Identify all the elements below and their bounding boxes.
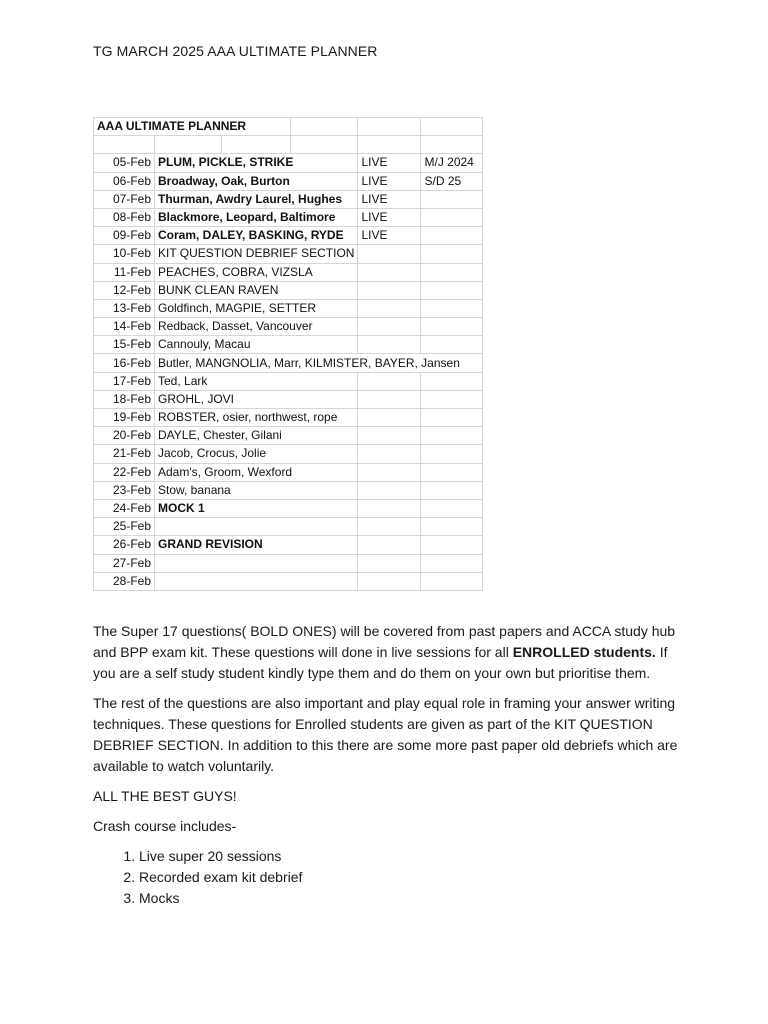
row-sitting: S/D 25	[421, 172, 483, 190]
row-date: 27-Feb	[94, 554, 155, 572]
row-mode	[358, 390, 421, 408]
row-date: 17-Feb	[94, 372, 155, 390]
row-date: 21-Feb	[94, 445, 155, 463]
row-questions: Blackmore, Leopard, Baltimore	[155, 208, 358, 226]
table-blank-row	[94, 136, 483, 154]
row-sitting	[421, 463, 483, 481]
row-date: 15-Feb	[94, 336, 155, 354]
row-sitting	[421, 372, 483, 390]
table-row	[94, 554, 483, 572]
row-date: 05-Feb	[94, 154, 155, 172]
row-sitting	[421, 299, 483, 317]
row-sitting	[421, 445, 483, 463]
table-row	[94, 154, 483, 172]
row-sitting	[421, 318, 483, 336]
row-date: 11-Feb	[94, 263, 155, 281]
table-row	[94, 518, 483, 536]
row-sitting	[421, 518, 483, 536]
table-row	[94, 463, 483, 481]
row-sitting	[421, 481, 483, 499]
row-sitting	[421, 572, 483, 590]
row-questions: Cannouly, Macau	[155, 336, 358, 354]
row-mode	[358, 299, 421, 317]
row-sitting	[421, 227, 483, 245]
row-mode	[358, 318, 421, 336]
row-mode	[358, 372, 421, 390]
row-date: 06-Feb	[94, 172, 155, 190]
table-row	[94, 263, 483, 281]
row-sitting	[421, 536, 483, 554]
row-mode	[358, 281, 421, 299]
planner-table	[93, 117, 483, 591]
row-sitting	[421, 190, 483, 208]
row-questions	[155, 554, 358, 572]
row-mode	[358, 536, 421, 554]
row-date: 18-Feb	[94, 390, 155, 408]
table-row	[94, 536, 483, 554]
table-row	[94, 572, 483, 590]
row-sitting	[421, 427, 483, 445]
table-row	[94, 499, 483, 517]
row-questions: PEACHES, COBRA, VIZSLA	[155, 263, 358, 281]
row-date: 28-Feb	[94, 572, 155, 590]
row-mode	[358, 263, 421, 281]
row-mode	[358, 499, 421, 517]
row-questions: Butler, MANGNOLIA, Marr, KILMISTER, BAYER, Jansen	[155, 354, 483, 372]
row-date: 26-Feb	[94, 536, 155, 554]
row-date: 08-Feb	[94, 208, 155, 226]
row-mode: LIVE	[358, 227, 421, 245]
row-date: 25-Feb	[94, 518, 155, 536]
table-title-row	[94, 118, 483, 136]
row-sitting	[421, 409, 483, 427]
row-mode	[358, 554, 421, 572]
row-sitting	[421, 263, 483, 281]
table-row	[94, 336, 483, 354]
row-sitting	[421, 390, 483, 408]
table-row	[94, 427, 483, 445]
table-row	[94, 390, 483, 408]
table-row	[94, 208, 483, 226]
row-questions	[155, 572, 358, 590]
row-questions: Redback, Dasset, Vancouver	[155, 318, 358, 336]
table-row	[94, 354, 483, 372]
row-mode	[358, 445, 421, 463]
row-sitting: M/J 2024	[421, 154, 483, 172]
paragraph-crash-course: Crash course includes-	[93, 818, 237, 834]
list-item: 1. Live super 20 sessions	[139, 846, 683, 867]
row-questions	[155, 518, 358, 536]
row-questions: Jacob, Crocus, Jolie	[155, 445, 358, 463]
row-date: 12-Feb	[94, 281, 155, 299]
row-date: 16-Feb	[94, 354, 155, 372]
table-row	[94, 227, 483, 245]
table-row	[94, 190, 483, 208]
list-item: 2. Recorded exam kit debrief	[139, 867, 683, 888]
document-body	[93, 621, 683, 909]
row-questions: Ted, Lark	[155, 372, 358, 390]
row-mode: LIVE	[358, 172, 421, 190]
row-questions: PLUM, PICKLE, STRIKE	[155, 154, 358, 172]
row-mode	[358, 336, 421, 354]
table-title: AAA ULTIMATE PLANNER	[94, 118, 291, 136]
row-mode	[358, 245, 421, 263]
table-row	[94, 481, 483, 499]
row-mode	[358, 481, 421, 499]
row-sitting	[421, 554, 483, 572]
list-item: 3. Mocks	[139, 888, 683, 909]
row-mode	[358, 572, 421, 590]
row-questions: Coram, DALEY, BASKING, RYDE	[155, 227, 358, 245]
table-row	[94, 318, 483, 336]
row-sitting	[421, 336, 483, 354]
row-questions: GROHL, JOVI	[155, 390, 358, 408]
row-date: 14-Feb	[94, 318, 155, 336]
row-mode: LIVE	[358, 190, 421, 208]
row-sitting	[421, 208, 483, 226]
row-sitting	[421, 499, 483, 517]
table-row	[94, 172, 483, 190]
row-questions: Adam's, Groom, Wexford	[155, 463, 358, 481]
table-row	[94, 245, 483, 263]
row-sitting	[421, 281, 483, 299]
row-date: 07-Feb	[94, 190, 155, 208]
row-sitting	[421, 245, 483, 263]
table-row	[94, 409, 483, 427]
table-row	[94, 445, 483, 463]
row-questions: Goldfinch, MAGPIE, SETTER	[155, 299, 358, 317]
row-questions: Thurman, Awdry Laurel, Hughes	[155, 190, 358, 208]
row-mode	[358, 463, 421, 481]
table-row	[94, 281, 483, 299]
row-questions: DAYLE, Chester, Gilani	[155, 427, 358, 445]
paragraph-all-the-best: ALL THE BEST GUYS!	[93, 788, 237, 804]
row-questions: GRAND REVISION	[155, 536, 358, 554]
row-date: 24-Feb	[94, 499, 155, 517]
row-mode	[358, 518, 421, 536]
table-row	[94, 299, 483, 317]
row-date: 10-Feb	[94, 245, 155, 263]
row-mode: LIVE	[358, 154, 421, 172]
row-questions: KIT QUESTION DEBRIEF SECTION	[155, 245, 358, 263]
paragraph-rest-questions: The rest of the questions are also important and play equal role in framing your answer writing techniques. These questions for Enrolled students are given as part of the KIT QUESTION DEBRIEF SECTION. In addition to this there are some more past paper old debriefs which are available to watch voluntarily.	[93, 695, 678, 774]
row-date: 22-Feb	[94, 463, 155, 481]
row-questions: MOCK 1	[155, 499, 358, 517]
row-date: 23-Feb	[94, 481, 155, 499]
row-mode: LIVE	[358, 208, 421, 226]
document-header: TG MARCH 2025 AAA ULTIMATE PLANNER	[93, 43, 378, 59]
row-date: 13-Feb	[94, 299, 155, 317]
row-mode	[358, 409, 421, 427]
row-date: 19-Feb	[94, 409, 155, 427]
row-questions: Broadway, Oak, Burton	[155, 172, 358, 190]
row-questions: Stow, banana	[155, 481, 358, 499]
row-mode	[358, 427, 421, 445]
row-questions: ROBSTER, osier, northwest, rope	[155, 409, 358, 427]
paragraph-super-17: The Super 17 questions( BOLD ONES) will be covered from past papers and ACCA study hub and BPP exam kit. These questions will done in live sessions for all ENROLLED students. If you are a self study student kindly type them and do them on your own but prioritise them.	[93, 623, 676, 681]
crash-course-list	[93, 846, 683, 909]
row-questions: BUNK CLEAN RAVEN	[155, 281, 358, 299]
row-date: 09-Feb	[94, 227, 155, 245]
row-date: 20-Feb	[94, 427, 155, 445]
table-row	[94, 372, 483, 390]
